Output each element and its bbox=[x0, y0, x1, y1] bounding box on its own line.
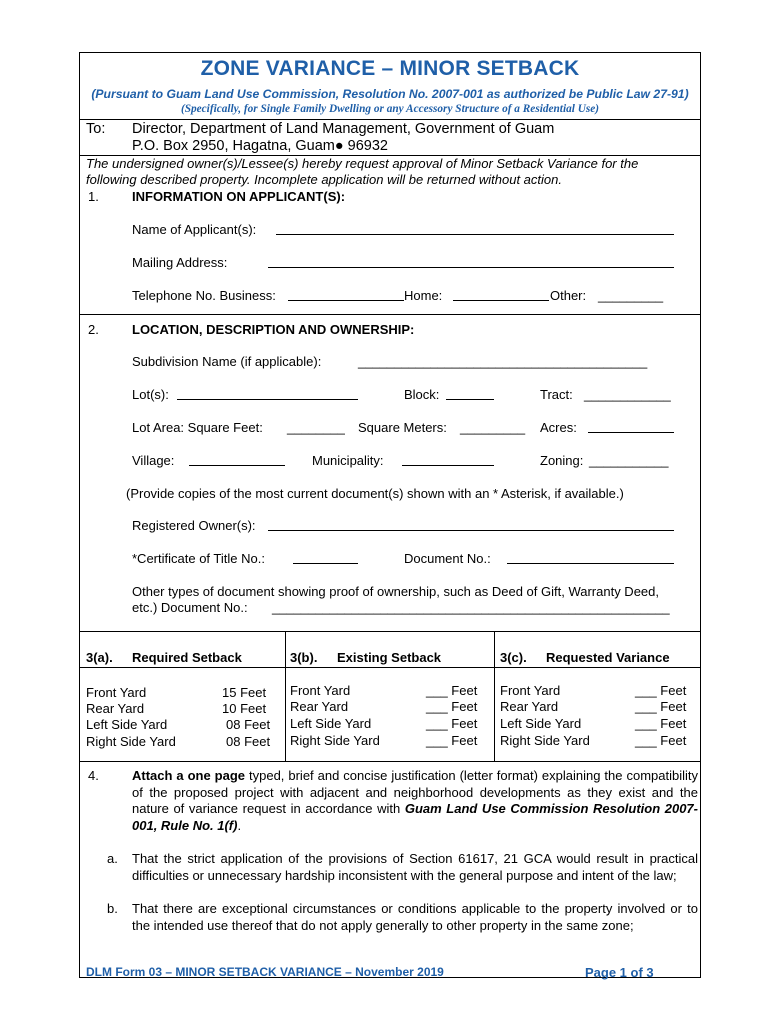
village-label: Village: bbox=[132, 453, 175, 468]
registered-owner-field[interactable] bbox=[268, 518, 674, 531]
acres-label: Acres: bbox=[540, 420, 577, 435]
divider bbox=[80, 314, 700, 315]
document-no-field[interactable] bbox=[507, 551, 674, 564]
applicant-name-field[interactable] bbox=[276, 222, 674, 235]
criteria-b-letter: b. bbox=[107, 901, 118, 916]
certificate-title-label: *Certificate of Title No.: bbox=[132, 551, 265, 566]
form-page bbox=[79, 52, 701, 978]
requested-rear-yard-field[interactable]: ___ Feet bbox=[635, 699, 687, 714]
document-no-label: Document No.: bbox=[404, 551, 491, 566]
other-documents-line1: Other types of document showing proof of ownership, such as Deed of Gift, Warranty Deed, bbox=[132, 584, 660, 599]
documents-note: (Provide copies of the most current document(s) shown with an * Asterisk, if available.) bbox=[126, 486, 624, 501]
phone-business-field[interactable] bbox=[288, 288, 404, 301]
divider bbox=[80, 667, 700, 668]
applicant-name-label: Name of Applicant(s): bbox=[132, 222, 257, 237]
required-left-side-value: 08 Feet bbox=[226, 717, 271, 732]
phone-other-field[interactable]: _________ bbox=[598, 288, 664, 303]
justification-lead: Attach a one page bbox=[132, 768, 246, 783]
phone-other-label: Other: bbox=[550, 288, 587, 303]
criteria-a-letter: a. bbox=[107, 851, 118, 866]
setback-required-number: 3(a). bbox=[86, 650, 113, 665]
subdivision-label: Subdivision Name (if applicable): bbox=[132, 354, 322, 369]
area-sqft-label: Lot Area: Square Feet: bbox=[132, 420, 263, 435]
form-subtitle-authority: (Pursuant to Guam Land Use Commission, Resolution No. 2007-001 as authorized be Public Law 27-91) bbox=[91, 87, 689, 101]
phone-home-field[interactable] bbox=[453, 288, 549, 301]
other-documents-label: etc.) Document No.: bbox=[132, 600, 248, 615]
requested-rear-yard-label: Rear Yard bbox=[500, 699, 559, 714]
setback-required-heading: Required Setback bbox=[132, 650, 242, 665]
section2-number: 2. bbox=[88, 322, 99, 337]
intro-line2: following described property. Incomplete application will be returned without action. bbox=[86, 172, 562, 187]
criteria-b-text: That there are exceptional circumstances or conditions applicable to the property involved or to the intended use thereof that do not apply generally to other property in the same zone; bbox=[132, 901, 698, 933]
divider bbox=[80, 761, 700, 762]
subdivision-field[interactable]: ________________________________________ bbox=[358, 354, 648, 369]
setback-existing-heading: Existing Setback bbox=[337, 650, 442, 665]
justification-text: typed, brief and concise justification (letter format) explaining the compatibility of the proposed project with adjacent and neighborhood developments as they exist and the nature of variance request in accordance with bbox=[132, 768, 698, 816]
municipality-label: Municipality: bbox=[312, 453, 384, 468]
existing-left-side-label: Left Side Yard bbox=[290, 716, 372, 731]
to-address-line1: Director, Department of Land Management, Government of Guam bbox=[132, 121, 555, 137]
existing-left-side-field[interactable]: ___ Feet bbox=[426, 716, 478, 731]
to-address-line2: P.O. Box 2950, Hagatna, Guam● 96932 bbox=[132, 138, 388, 154]
column-divider bbox=[494, 631, 495, 761]
required-rear-yard-label: Rear Yard bbox=[86, 701, 145, 716]
area-sqm-field[interactable]: _________ bbox=[460, 420, 526, 435]
requested-left-side-label: Left Side Yard bbox=[500, 716, 582, 731]
required-right-side-label: Right Side Yard bbox=[86, 734, 176, 749]
municipality-field[interactable] bbox=[402, 453, 494, 466]
required-front-yard-label: Front Yard bbox=[86, 685, 147, 700]
registered-owner-label: Registered Owner(s): bbox=[132, 518, 256, 533]
area-sqft-field[interactable]: ________ bbox=[287, 420, 345, 435]
requested-left-side-field[interactable]: ___ Feet bbox=[635, 716, 687, 731]
zoning-field[interactable]: ___________ bbox=[589, 453, 669, 468]
required-right-side-value: 08 Feet bbox=[226, 734, 271, 749]
divider bbox=[80, 631, 700, 632]
existing-rear-yard-field[interactable]: ___ Feet bbox=[426, 699, 478, 714]
existing-right-side-field[interactable]: ___ Feet bbox=[426, 733, 478, 748]
required-rear-yard-value: 10 Feet bbox=[222, 701, 267, 716]
block-field[interactable] bbox=[446, 387, 494, 400]
phone-home-label: Home: bbox=[404, 288, 443, 303]
form-title: ZONE VARIANCE – MINOR SETBACK bbox=[200, 57, 580, 80]
justification-reference: Guam Land Use Commission Resolution 2007-001, Rule No. 1(f) bbox=[132, 801, 698, 833]
requested-front-yard-field[interactable]: ___ Feet bbox=[635, 683, 687, 698]
section1-number: 1. bbox=[88, 189, 99, 204]
section4-number: 4. bbox=[88, 768, 99, 783]
form-footer: DLM Form 03 – MINOR SETBACK VARIANCE – November 2019 bbox=[86, 965, 444, 979]
criteria-a-text: That the strict application of the provisions of Section 61617, 21 GCA would result in practical difficulties or unnecessary hardship inconsistent with the general purpose and intent of the law; bbox=[132, 851, 698, 883]
tract-label: Tract: bbox=[540, 387, 573, 402]
section1-heading: INFORMATION ON APPLICANT(S): bbox=[132, 189, 346, 204]
setback-requested-heading: Requested Variance bbox=[546, 650, 670, 665]
acres-field[interactable] bbox=[588, 420, 674, 433]
section2-heading: LOCATION, DESCRIPTION AND OWNERSHIP: bbox=[132, 322, 415, 337]
to-label: To: bbox=[86, 121, 106, 137]
existing-front-yard-label: Front Yard bbox=[290, 683, 351, 698]
certificate-title-field[interactable] bbox=[293, 551, 358, 564]
existing-right-side-label: Right Side Yard bbox=[290, 733, 380, 748]
village-field[interactable] bbox=[189, 453, 285, 466]
requested-right-side-label: Right Side Yard bbox=[500, 733, 590, 748]
zoning-label: Zoning: bbox=[540, 453, 584, 468]
mailing-address-field[interactable] bbox=[268, 255, 674, 268]
setback-existing-number: 3(b). bbox=[290, 650, 318, 665]
column-divider bbox=[285, 631, 286, 761]
area-sqm-label: Square Meters: bbox=[358, 420, 447, 435]
mailing-address-label: Mailing Address: bbox=[132, 255, 228, 270]
existing-rear-yard-label: Rear Yard bbox=[290, 699, 349, 714]
other-document-no-field[interactable]: _______________________________________________________ bbox=[272, 600, 670, 615]
setback-requested-number: 3(c). bbox=[500, 650, 527, 665]
page-number: Page 1 of 3 bbox=[585, 965, 654, 980]
tract-field[interactable]: ____________ bbox=[584, 387, 671, 402]
requested-front-yard-label: Front Yard bbox=[500, 683, 561, 698]
lots-label: Lot(s): bbox=[132, 387, 169, 402]
justification-instructions: Attach a one page typed, brief and concise justification (letter format) explaining the compatibility of the proposed project with adjacent and neighborhood developments as they exist and the nature of variance request in accordance with Guam Land Use Commission Resolution 2007-001, Rule No. 1(f). bbox=[132, 768, 698, 833]
intro-line1: The undersigned owner(s)/Lessee(s) hereby request approval of Minor Setback Variance for the bbox=[86, 156, 639, 171]
required-front-yard-value: 15 Feet bbox=[222, 685, 267, 700]
divider bbox=[80, 119, 700, 120]
form-subtitle-scope: (Specifically, for Single Family Dwelling or any Accessory Structure of a Residential Use) bbox=[180, 103, 600, 115]
existing-front-yard-field[interactable]: ___ Feet bbox=[426, 683, 478, 698]
lots-field[interactable] bbox=[177, 387, 358, 400]
block-label: Block: bbox=[404, 387, 440, 402]
phone-business-label: Telephone No. Business: bbox=[132, 288, 276, 303]
required-left-side-label: Left Side Yard bbox=[86, 717, 168, 732]
requested-right-side-field[interactable]: ___ Feet bbox=[635, 733, 687, 748]
